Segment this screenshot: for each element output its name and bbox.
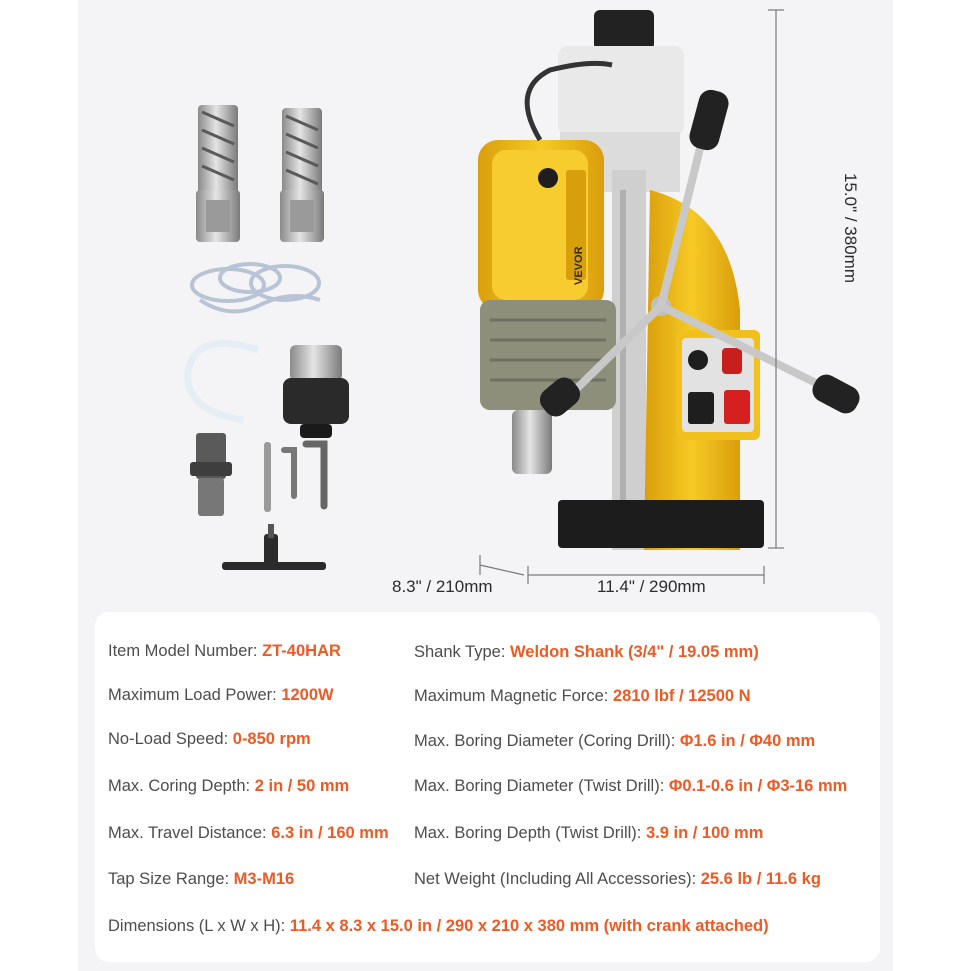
width-dimension-label: 8.3" / 210mm [392, 577, 493, 596]
height-dimension-line [768, 10, 784, 548]
spec-magnetic: Maximum Magnetic Force: 2810 lbf / 12500 N [414, 687, 751, 705]
width-dimension-line [480, 555, 524, 575]
spec-speed: No-Load Speed: 0-850 rpm [108, 730, 311, 748]
crank-handle-top-icon [687, 87, 732, 153]
spec-weight: Net Weight (Including All Accessories): 25.6 lb / 11.6 kg [414, 870, 821, 888]
spec-dimensions: Dimensions (L x W x H): 11.4 x 8.3 x 15.0 in / 290 x 210 x 380 mm (with crank attached) [108, 917, 769, 935]
spec-boring-depth: Max. Boring Depth (Twist Drill): 3.9 in / 100 mm [414, 824, 764, 842]
power-indicator-icon [722, 348, 742, 374]
crank-handle-right-icon [808, 370, 864, 417]
spec-boring-coring: Max. Boring Diameter (Coring Drill): Φ1.6 in / Φ40 mm [414, 732, 816, 750]
spec-model: Item Model Number: ZT-40HAR [108, 642, 341, 660]
spec-shank: Shank Type: Weldon Shank (3/4" / 19.05 mm) [414, 643, 759, 661]
speed-knob-icon [688, 350, 708, 370]
height-dimension-label: 15.0" / 380mm [840, 173, 860, 283]
length-dimension-label: 11.4" / 290mm [597, 577, 706, 596]
magnet-switch-icon [724, 390, 750, 424]
motor-switch-icon [688, 392, 714, 424]
spec-coring-depth: Max. Coring Depth: 2 in / 50 mm [108, 777, 350, 795]
spec-tap: Tap Size Range: M3-M16 [108, 870, 295, 888]
spec-boring-twist: Max. Boring Diameter (Twist Drill): Φ0.1-0.6 in / Φ3-16 mm [414, 777, 848, 795]
spec-power: Maximum Load Power: 1200W [108, 686, 334, 704]
spec-travel: Max. Travel Distance: 6.3 in / 160 mm [108, 824, 389, 842]
brand-mark: VEVOR [573, 246, 585, 285]
